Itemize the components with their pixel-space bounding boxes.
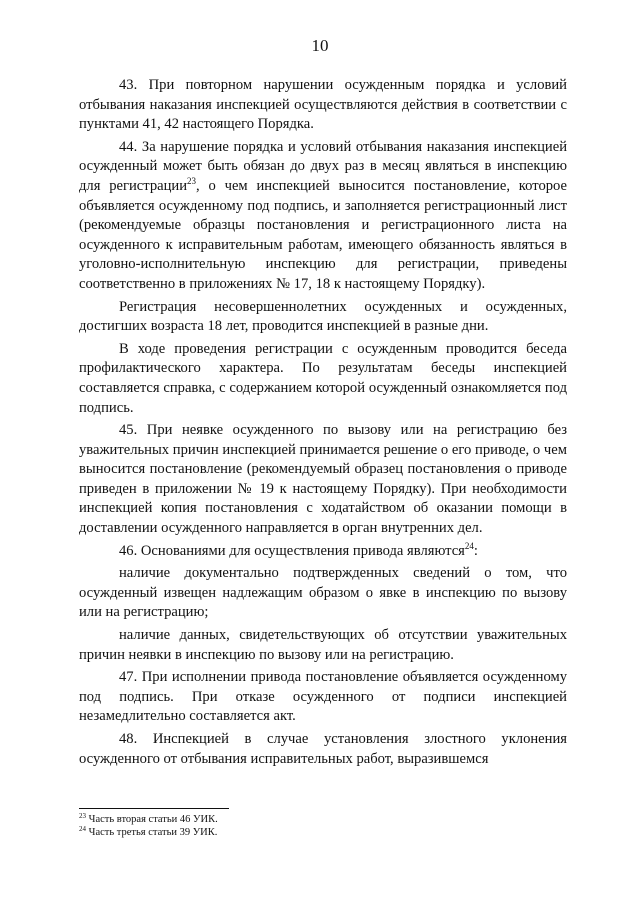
paragraph-46: [79, 542, 567, 562]
paragraph-minors: Регистрация несовершеннолетних осужденных и осужденных, достигших возраста 18 лет, проводится инспекцией в разные дни.: [79, 298, 567, 335]
footnote-mark-24: 24: [79, 825, 86, 833]
footnote-23: [79, 813, 567, 826]
footnote-divider: [79, 808, 229, 809]
footnote-text-24: Часть третья статьи 39 УИК.: [88, 827, 218, 838]
paragraph-45: 45. При неявке осужденного по вызову или на регистрацию без уважительных причин инспекцией принимается решение о его приводе, о чем выносится постановление (рекомендуемый образец постановления о приводе приведен в приложении № 19 к настоящему Порядку). При необходимости инспекцией копия постановления с ходатайством об оказании помощи в доставлении осужденного направляется в орган внутренних дел.: [79, 422, 567, 537]
page-number: 10: [311, 36, 329, 55]
paragraph-48: 48. Инспекцией в случае установления злостного уклонения осужденного от отбывания исправительных работ, выразившемся: [79, 731, 567, 767]
footnotes: [79, 813, 567, 839]
footnote-text-23: Часть вторая статьи 46 УИК.: [88, 814, 218, 825]
body-text: [79, 76, 567, 772]
paragraph-46-item-1: наличие документально подтвержденных сведений о том, что осужденный извещен надлежащим образом о явке в инспекцию по вызову или на регистрацию;: [79, 565, 567, 621]
paragraph-44-part-2: , о чем инспекцией выносится постановление, которое объявляется осужденному под подпись, и заполняется регистрационный лист (рекомендуемые образцы постановления и регистрационного листа на осужденного к исправительным работам, имеющего обязанность являться в уголовно-исполнительную инспекцию для регистрации, приведены соответственно в приложениях № 17, 18 к настоящему Порядку).: [79, 177, 567, 292]
paragraph-46-text: 46. Основаниями для осуществления привода являются: [119, 542, 465, 559]
footnote-ref-24: 24: [464, 540, 474, 551]
paragraph-47: 47. При исполнении привода постановление объявляется осужденному под подпись. При отказе осужденного от подписи инспекцией незамедлительно составляется акт.: [79, 669, 567, 725]
paragraph-43: 43. При повторном нарушении осужденным порядка и условий отбывания наказания инспекцией осуществляются действия в соответствии с пунктами 41, 42 настоящего Порядка.: [79, 77, 567, 133]
footnote-mark-23: 23: [79, 812, 86, 820]
paragraph-talk: В ходе проведения регистрации с осужденным проводится беседа профилактического характера. По результатам беседы инспекцией составляется справка, с содержанием которой осужденный ознакомляется под подпись.: [79, 340, 567, 416]
colon: :: [473, 542, 478, 559]
paragraph-44-part-1: 44. За нарушение порядка и условий отбывания наказания инспекцией осужденный может быть обязан до двух раз в месяц являться в инспекцию для регистрации: [79, 138, 567, 194]
footnote-24: [79, 826, 567, 839]
paragraph-46-item-2: наличие данных, свидетельствующих об отсутствии уважительных причин неявки в инспекцию по вызову или на регистрацию.: [79, 627, 567, 663]
footnote-ref-23: 23: [187, 175, 197, 186]
paragraph-44: [79, 138, 567, 295]
